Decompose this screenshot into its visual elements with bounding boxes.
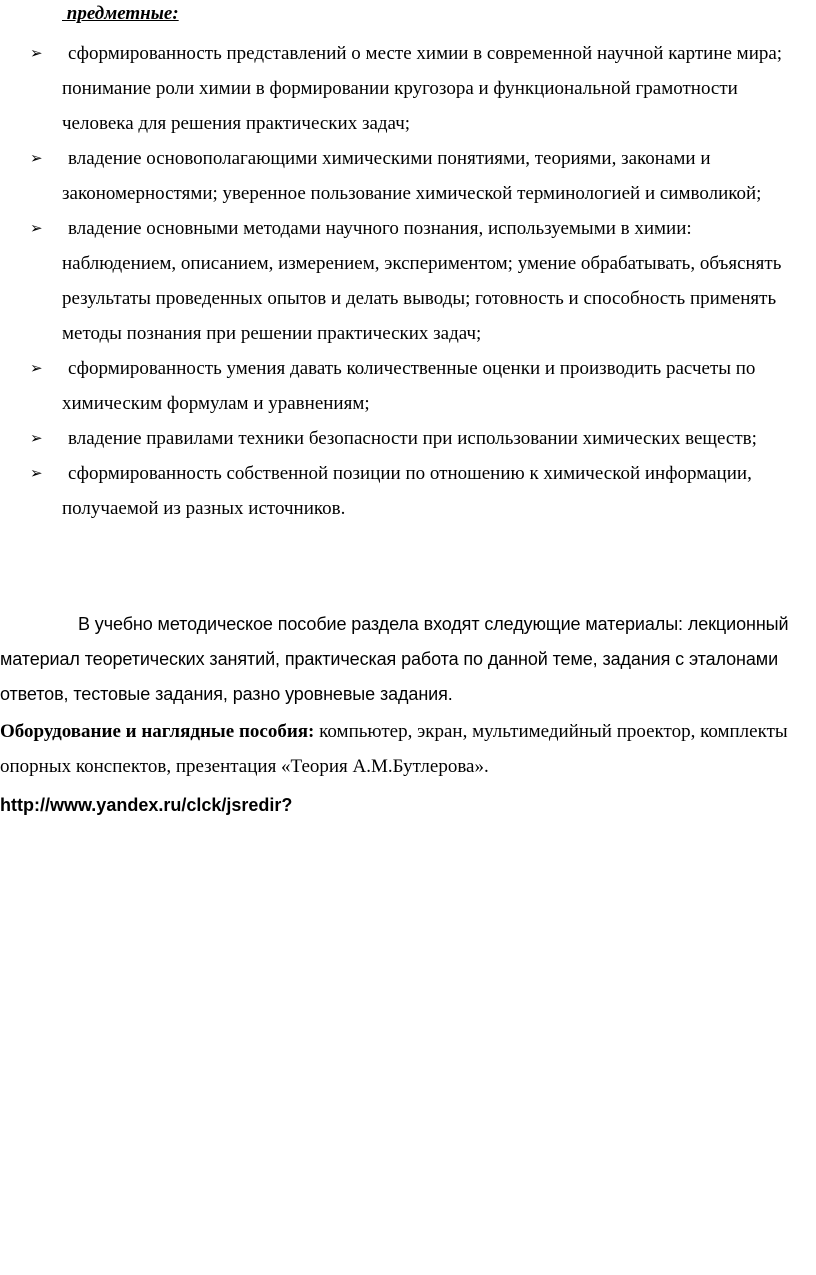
equipment-paragraph <box>0 714 806 784</box>
arrow-bullet-icon: ➢ <box>30 219 43 237</box>
list-item-text: сформированность умения давать количественные оценки и производить расчеты по химическим формулам и уравнениям; <box>62 358 756 414</box>
intro-paragraph: В учебно методическое пособие раздела входят следующие материалы: лекционный материал теоретических занятий, практическая работа по данной теме, задания с эталонами ответов, тестовые задания, разно уровневые задания. <box>0 614 789 704</box>
list-item <box>0 456 816 526</box>
list-item-text: владение основополагающими химическими понятиями, теориями, законами и закономерностями; уверенное пользование химической терминологией и символикой; <box>62 148 762 204</box>
equipment-label: Оборудование и наглядные пособия: <box>0 721 315 742</box>
list-item <box>0 351 816 421</box>
list-item-text: владение правилами техники безопасности при использовании химических веществ; <box>68 428 757 449</box>
arrow-bullet-icon: ➢ <box>30 464 43 482</box>
arrow-bullet-icon: ➢ <box>30 44 43 62</box>
arrow-bullet-icon: ➢ <box>30 429 43 447</box>
equipment-text: компьютер, экран, мультимедийный проектор, комплекты опорных конспектов, презентация «Теория А.М.Бутлерова». <box>0 721 788 777</box>
list-item <box>0 211 816 351</box>
arrow-bullet-icon: ➢ <box>30 149 43 167</box>
section-heading: предметные: <box>62 3 179 24</box>
arrow-bullet-icon: ➢ <box>30 359 43 377</box>
yandex-link[interactable]: http://www.yandex.ru/clck/jsredir? <box>0 795 293 815</box>
requirements-list <box>0 36 816 526</box>
list-item-text: сформированность собственной позиции по отношению к химической информации, получаемой из разных источников. <box>62 463 752 519</box>
list-item <box>0 421 816 456</box>
list-item-text: сформированность представлений о месте химии в современной научной картине мира; понимание роли химии в формировании кругозора и функциональной грамотности человека для решения практических задач; <box>62 43 783 134</box>
list-item <box>0 36 816 141</box>
list-item <box>0 141 816 211</box>
list-item-text: владение основными методами научного познания, используемыми в химии: наблюдением, описанием, измерением, экспериментом; умение обрабатывать, объяснять результаты проведенных опытов и делать выводы; готовность и способность применять методы познания при решении практических задач; <box>62 218 782 344</box>
